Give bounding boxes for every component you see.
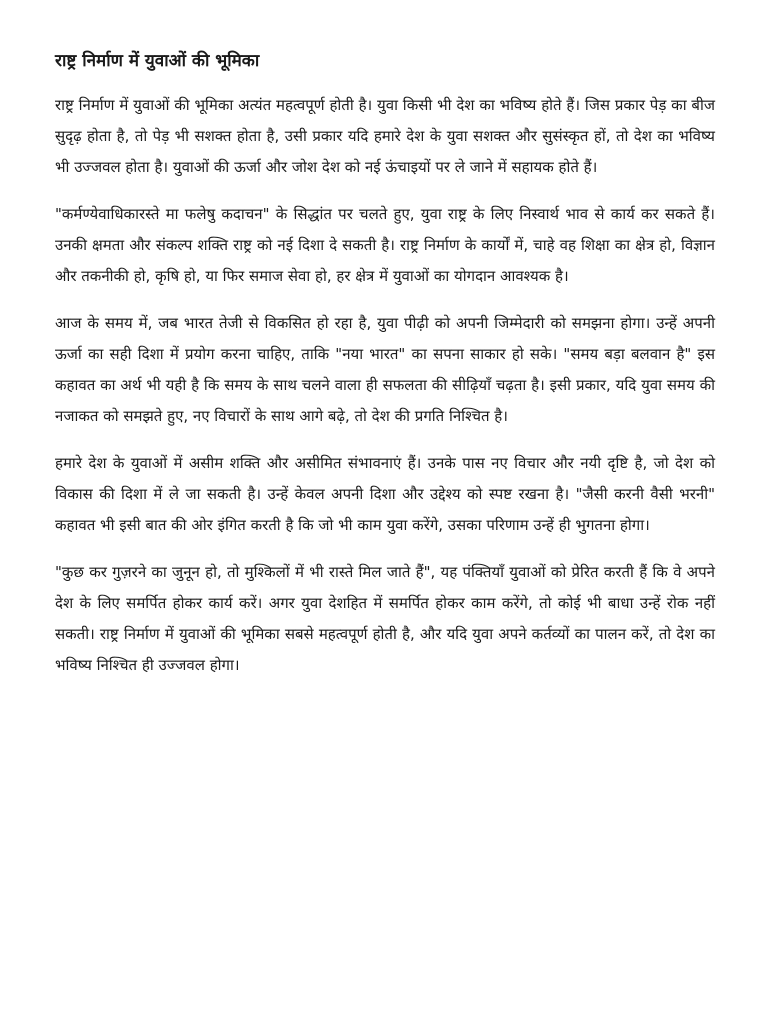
paragraph-1: राष्ट्र निर्माण में युवाओं की भूमिका अत्यंत महत्वपूर्ण होती है। युवा किसी भी देश का भविष्य होते हैं। जिस प्रकार पेड़ का बीज सुदृढ़ होता है, तो पेड़ भी सशक्त होता है, उसी प्रकार यदि हमारे देश के युवा सशक्त और सुसंस्कृत हों, तो देश का भविष्य भी उज्जवल होता है। युवाओं की ऊर्जा और जोश देश को नई ऊंचाइयों पर ले जाने में सहायक होते हैं। [55,96,715,176]
paragraph-2: "कर्मण्येवाधिकारस्ते मा फलेषु कदाचन" के सिद्धांत पर चलते हुए, युवा राष्ट्र के लिए निस्वार्थ भाव से कार्य कर सकते हैं। उनकी क्षमता और संकल्प शक्ति राष्ट्र को नई दिशा दे सकती है। राष्ट्र निर्माण के कार्यों में, चाहे वह शिक्षा का क्षेत्र हो, विज्ञान और तकनीकी हो, कृषि हो, या फिर समाज सेवा हो, हर क्षेत्र में युवाओं का योगदान आवश्यक है। [55,205,715,285]
paragraph-5: "कुछ कर गुज़रने का जुनून हो, तो मुश्किलों में भी रास्ते मिल जाते हैं", यह पंक्तियाँ युवाओं को प्रेरित करती हैं कि वे अपने देश के लिए समर्पित होकर कार्य करें। अगर युवा देशहित में समर्पित होकर काम करेंगे, तो कोई भी बाधा उन्हें रोक नहीं सकती। राष्ट्र निर्माण में युवाओं की भूमिका सबसे महत्वपूर्ण होती है, और यदि युवा अपने कर्तव्यों का पालन करें, तो देश का भविष्य निश्चित ही उज्जवल होगा। [55,563,715,674]
document-title: राष्ट्र निर्माण में युवाओं की भूमिका [55,51,260,71]
paragraph-4: हमारे देश के युवाओं में असीम शक्ति और असीमित संभावनाएं हैं। उनके पास नए विचार और नयी दृष्टि है, जो देश को विकास की दिशा में ले जा सकती है। उन्हें केवल अपनी दिशा और उद्देश्य को स्पष्ट रखना है। "जैसी करनी वैसी भरनी" कहावत भी इसी बात की ओर इंगित करती है कि जो भी काम युवा करेंगे, उसका परिणाम उन्हें ही भुगतना होगा। [55,454,715,534]
document-page [55,44,715,697]
paragraph-3: आज के समय में, जब भारत तेजी से विकसित हो रहा है, युवा पीढ़ी को अपनी जिम्मेदारी को समझना होगा। उन्हें अपनी ऊर्जा का सही दिशा में प्रयोग करना चाहिए, ताकि "नया भारत" का सपना साकार हो सके। "समय बड़ा बलवान है" इस कहावत का अर्थ भी यही है कि समय के साथ चलने वाला ही सफलता की सीढ़ियाँ चढ़ता है। इसी प्रकार, यदि युवा समय की नजाकत को समझते हुए, नए विचारों के साथ आगे बढ़े, तो देश की प्रगति निश्चित है। [55,314,715,425]
